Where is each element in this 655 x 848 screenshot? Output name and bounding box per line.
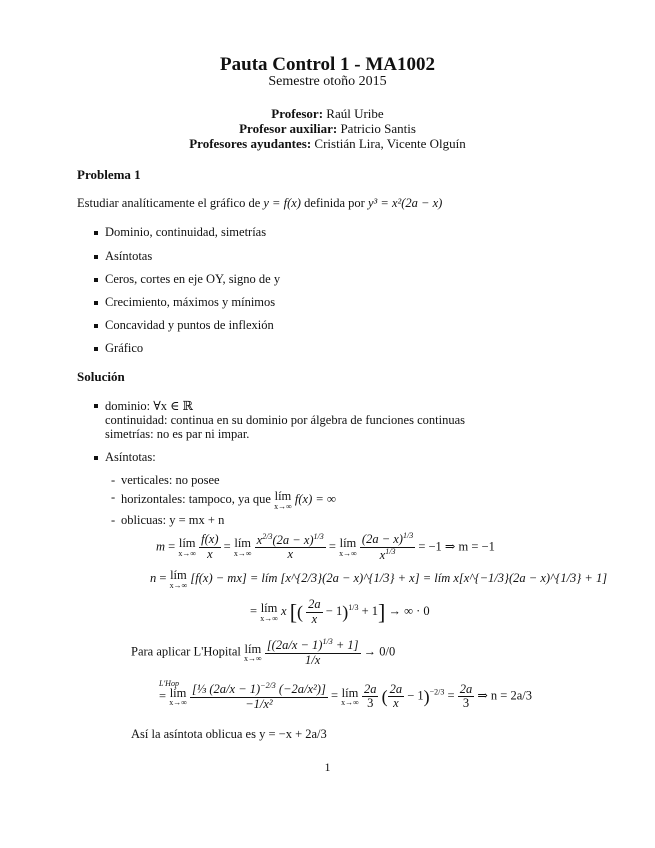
list-item: Dominio, continuidad, simetrías: [105, 225, 267, 239]
lhop-label: L'Hop: [159, 678, 179, 688]
statement-prefix: Estudiar analíticamente el gráfico de: [77, 196, 261, 210]
ayudantes-label: Profesores ayudantes:: [189, 136, 312, 151]
auxiliar-value: Patricio Santis: [340, 121, 416, 136]
problem-heading: Problema 1: [77, 167, 141, 182]
continuidad-text: continuidad: continua en su dominio por álgebra de funciones continuas: [105, 413, 465, 427]
ayudantes-value: Cristián Lira, Vicente Olguín: [314, 136, 466, 151]
dominio-item: dominio: ∀x ∈ ℝ: [105, 399, 193, 413]
ayudantes-line: [0, 136, 655, 152]
equation-n-continued: = lím x→∞ x [( $\frac{2a}{x}$ − 1)$^{1/3}$ + 1] → ∞ · 0: [250, 597, 430, 626]
list-item: Gráfico: [105, 341, 144, 355]
list-item: Ceros, cortes en eje OY, signo de y: [105, 272, 281, 286]
horizontales-expr: f(x) = ∞: [294, 492, 336, 507]
limit-operator: lím x→∞: [178, 536, 197, 558]
limit-operator: lím x→∞: [169, 685, 187, 708]
limit-operator: lím x→∞: [169, 568, 188, 590]
statement-mid: definida por: [304, 196, 365, 210]
asintotas-item: Asíntotas:: [105, 450, 156, 464]
verticales-text: - verticales: no posee: [121, 473, 220, 488]
oblicuas-text: - oblicuas: y = mx + n: [121, 513, 224, 528]
limit-operator: lím x→∞: [260, 601, 278, 623]
horizontales-line: [121, 490, 336, 511]
list-item: Crecimiento, máximos y mínimos: [105, 295, 276, 309]
lhopital-line: Para aplicar L'Hopital lím x→∞ $\frac{[(2a/x - 1)^{1/3} + 1]}{1/x}$ → 0/0: [131, 637, 396, 667]
auxiliar-label: Profesor auxiliar:: [239, 121, 338, 136]
equation-m: m = lím x→∞ $\frac{f(x)}{x}$ = lím x→∞ $\frac{x^{2/3}(2a - x)^{1/3}}{x}$ = lím x→∞ $\frac{(2a - x)^{1/3}}{x^{1/3}}$ = −1 ⇒ m = −1: [156, 531, 495, 563]
simetrias-text: simetrías: no es par ni impar.: [105, 427, 250, 441]
conclusion-text: Así la asíntota oblicua es y = −x + 2a/3: [131, 727, 327, 741]
limit-operator: lím x→∞: [274, 489, 292, 511]
document-subtitle: Semestre otoño 2015: [268, 74, 387, 89]
limit-operator: lím x→∞: [243, 641, 262, 664]
auxiliar-line: [0, 121, 655, 137]
profesor-line: [0, 106, 655, 122]
limit-operator: lím x→∞: [233, 536, 252, 558]
page-number: 1: [324, 760, 331, 774]
statement-fx: y = f(x): [263, 196, 301, 210]
list-item: Concavidad y puntos de inflexión: [105, 318, 274, 332]
limit-operator: lím x→∞: [341, 685, 359, 708]
list-item: Asíntotas: [105, 249, 153, 263]
profesor-value: Raúl Uribe: [326, 106, 384, 121]
horizontales-prefix: horizontales: tampoco, ya que: [121, 492, 271, 507]
equation-n: n = lím x→∞ [f(x) − mx] = lím [x^{2/3}(2a − x)^{1/3} + x] = lím x[x^{−1/3}(2a − x)^{1/3} + 1]: [150, 568, 608, 590]
statement-equation: y³ = x²(2a − x): [367, 196, 443, 210]
equation-n-line1: [f(x) − mx] = lím [x^{2/3}(2a − x)^{1/3} + x] = lím x[x^{−1/3}(2a − x)^{1/3} + 1]: [190, 571, 608, 586]
equation-n-line2: → ∞ · 0: [388, 604, 430, 619]
result-tail: ⇒ n = 2a/3: [477, 688, 532, 703]
limit-operator: lím x→∞: [339, 536, 357, 558]
profesor-label: Profesor:: [271, 106, 324, 121]
lhopital-tail: → 0/0: [363, 644, 396, 659]
document-title: Pauta Control 1 - MA1002: [220, 54, 435, 75]
problem-statement: [77, 196, 442, 211]
solution-heading: Solución: [77, 369, 125, 384]
lhopital-result: L'Hop = lím x→∞ $\frac{[\frac{1}{3} (2a/x - 1)^{-2/3} (-2a/x^2)]}{\text{−1/x²}}$ = lím x→∞ $\frac{2a}{3}$ ( $\frac{2a}{x}$ − 1)$^{-2/3}$ = $\frac{2a}{3}$ ⇒ n = 2a/3: [159, 678, 532, 711]
lhopital-prefix: Para aplicar L'Hopital: [131, 644, 241, 659]
equation-m-tail: = −1 ⇒ m = −1: [418, 539, 495, 554]
